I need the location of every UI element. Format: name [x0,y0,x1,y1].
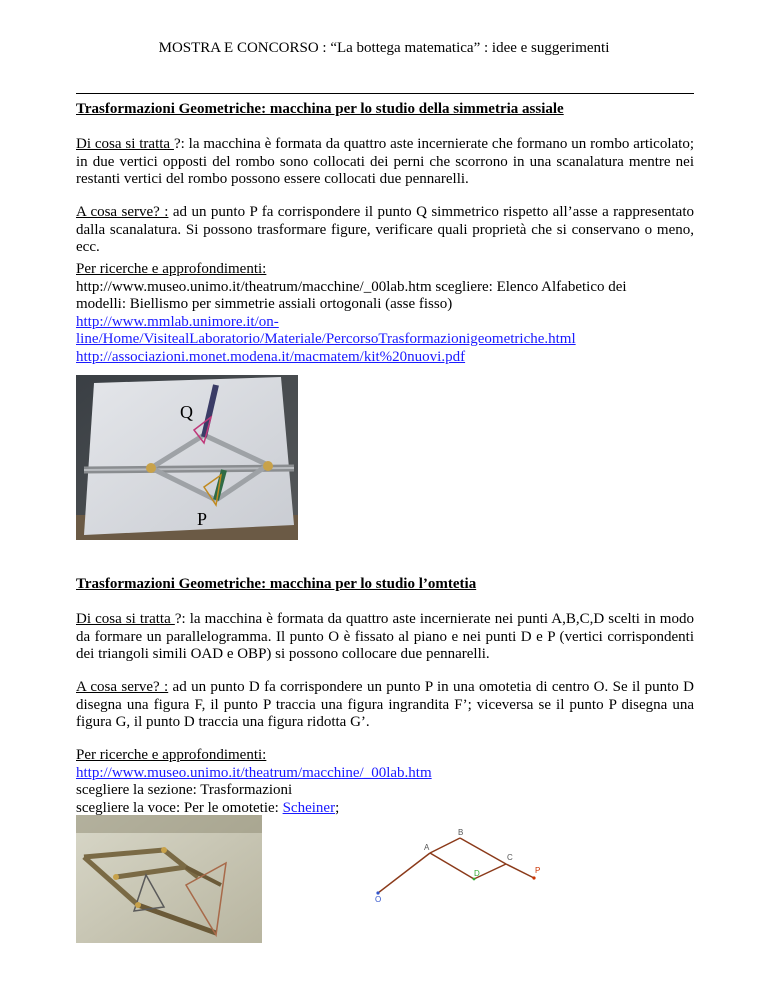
label-d: D [474,869,480,878]
photo-label-q: Q [180,402,193,422]
section2-what-paragraph [76,611,694,664]
point-d [473,878,476,881]
photo-label-p: P [197,509,208,529]
point-p [532,876,535,879]
section2-use-label: A cosa serve? : [76,679,169,695]
segment-ad [430,853,474,879]
segment-cp [506,864,534,878]
page-header: MOSTRA E CONCORSO : “La bottega matematica” : idee e suggerimenti [158,40,610,56]
section1-research [76,261,694,366]
section2-title: Trasformazioni Geometriche: macchina per lo studio l’omtetia [76,576,477,592]
section2-research-label: Per ricerche e approfondimenti: [76,747,267,763]
section1-title: Trasformazioni Geometriche: macchina per lo studio della simmetria assiale [76,101,564,117]
section1-use-text: ad un punto P fa corrispondere il punto Q simmetrico rispetto all’asse a rappresentato dalla scanalatura. Si possono trasformare figure, verificare quali proprietà che si conservano o meno, ecc. [76,204,694,255]
section1-link-monet[interactable]: http://associazioni.monet.modena.it/macmatem/kit%20nuovi.pdf [76,348,466,365]
section1-link-mmlab-b[interactable]: line/Home/VisitealLaboratorio/Materiale/PercorsoTrasformazionigeometriche.html [76,331,576,347]
section1-what-paragraph [76,136,694,189]
section2-link-museo[interactable]: http://www.museo.unimo.it/theatrum/macchine/_00lab.htm [76,764,432,781]
section2-use-paragraph [76,679,694,732]
scheiner-link[interactable]: Scheiner [282,799,336,816]
label-c: C [507,853,513,862]
homothety-diagram [368,826,568,904]
section2-research [76,747,694,817]
section1-what-label: Di cosa si tratta [76,136,174,152]
segment-bc [460,838,506,864]
section2-what-text: ?: la macchina è formata da quattro aste incernierate nei punti A,B,C,D scelti in modo da formare un parallelogramma. Il punto O è fissato al piano e nei punti D e P (vertici corrispondenti dei triangoli simili OAD e OBP) si possono collocare due pennarelli. [76,611,694,662]
section1-use-label: A cosa serve? : [76,204,169,220]
section2-use-text: ad un punto D fa corrispondere un punto P in una omotetia di centro O. Se il punto D disegna una figura F, il punto P traccia una figura ingrandita F’; viceversa se il punto P disegna una figura G, il punto D traccia una figura ridotta G’. [76,679,694,730]
homothety-machine-photo [76,815,262,943]
header-rule [76,93,694,94]
label-b: B [458,828,464,837]
section1-research-line1: http://www.museo.unimo.it/theatrum/macchine/_00lab.htm scegliere: Elenco Alfabetico dei [76,278,627,295]
label-o: O [375,895,382,904]
segment-ab [430,838,460,853]
section2-what-label: Di cosa si tratta [76,611,175,627]
section1-what-text: ?: la macchina è formata da quattro aste incernierate che formano un rombo articolato; in due vertici opposti del rombo sono collocati dei perni che scorrono in una scanalatura mentre nei restanti vertici del rombo possono essere collocati due pennarelli. [76,136,694,187]
section2-line-b-suffix: ; [335,799,340,816]
section2-line-a: scegliere la sezione: Trasformazioni [76,782,293,798]
label-a: A [424,843,430,852]
section1-link-mmlab-a[interactable]: http://www.mmlab.unimore.it/on- [76,313,279,330]
symmetry-machine-photo [76,375,298,540]
section1-research-line2: modelli: Biellismo per simmetrie assiali ortogonali (asse fisso) [76,296,453,312]
section1-research-label: Per ricerche e approfondimenti: [76,261,267,277]
section1-use-paragraph [76,204,694,257]
section2-line-b-prefix: scegliere la voce: Per le omotetie: [76,799,283,816]
label-p: P [535,866,541,875]
segment-oa [378,853,430,893]
